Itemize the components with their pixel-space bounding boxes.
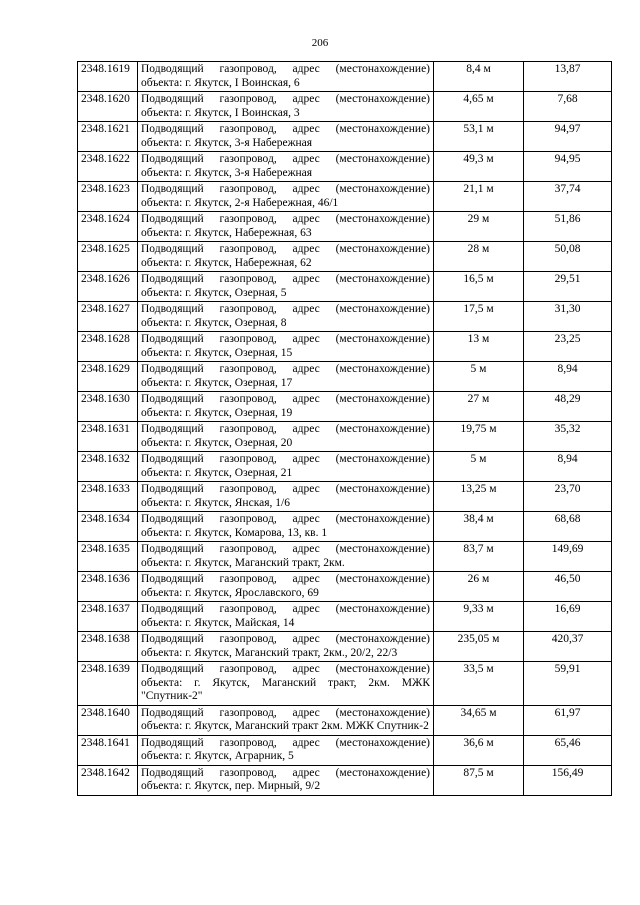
table-row [78,122,612,152]
length-cell: 19,75 м [434,422,524,452]
length-cell: 13,25 м [434,482,524,512]
row-number-cell: 2348.1630 [78,392,138,422]
table-row [78,62,612,92]
cost-cell: 16,69 [524,602,612,632]
table-row [78,392,612,422]
object-description-cell: Подводящий газопровод, адрес (местонахождение) объекта: г. Якутск, Маганский тракт, 2км. МЖК "Спутник-2" [138,662,434,706]
cost-cell: 61,97 [524,705,612,735]
cost-cell: 149,69 [524,542,612,572]
row-number-cell: 2348.1625 [78,242,138,272]
table-row [78,602,612,632]
cost-cell: 94,97 [524,122,612,152]
length-cell: 21,1 м [434,182,524,212]
table-row [78,182,612,212]
row-number-cell: 2348.1635 [78,542,138,572]
table-row [78,272,612,302]
row-number-cell: 2348.1624 [78,212,138,242]
length-cell: 8,4 м [434,62,524,92]
registry-table-body [78,62,612,796]
object-description-cell: Подводящий газопровод, адрес (местонахождение) объекта: г. Якутск, Озерная, 8 [138,302,434,332]
object-description-cell: Подводящий газопровод, адрес (местонахождение) объекта: г. Якутск, 3-я Набережная [138,152,434,182]
row-number-cell: 2348.1639 [78,662,138,706]
table-row [78,572,612,602]
object-description-cell: Подводящий газопровод, адрес (местонахождение) объекта: г. Якутск, Набережная, 62 [138,242,434,272]
object-description-cell: Подводящий газопровод, адрес (местонахождение) объекта: г. Якутск, Набережная, 63 [138,212,434,242]
row-number-cell: 2348.1626 [78,272,138,302]
row-number-cell: 2348.1636 [78,572,138,602]
cost-cell: 8,94 [524,452,612,482]
table-row [78,422,612,452]
cost-cell: 23,25 [524,332,612,362]
length-cell: 83,7 м [434,542,524,572]
row-number-cell: 2348.1641 [78,735,138,765]
object-description-cell: Подводящий газопровод, адрес (местонахождение) объекта: г. Якутск, Маганский тракт 2км. МЖК Спутник-2 [138,705,434,735]
object-description-cell: Подводящий газопровод, адрес (местонахождение) объекта: г. Якутск, Ярославского, 69 [138,572,434,602]
row-number-cell: 2348.1633 [78,482,138,512]
cost-cell: 51,86 [524,212,612,242]
object-description-cell: Подводящий газопровод, адрес (местонахождение) объекта: г. Якутск, Озерная, 17 [138,362,434,392]
length-cell: 235,05 м [434,632,524,662]
row-number-cell: 2348.1628 [78,332,138,362]
length-cell: 49,3 м [434,152,524,182]
cost-cell: 37,74 [524,182,612,212]
length-cell: 26 м [434,572,524,602]
table-row [78,452,612,482]
table-row [78,735,612,765]
cost-cell: 65,46 [524,735,612,765]
object-description-cell: Подводящий газопровод, адрес (местонахождение) объекта: г. Якутск, 2-я Набережная, 46/1 [138,182,434,212]
row-number-cell: 2348.1638 [78,632,138,662]
length-cell: 17,5 м [434,302,524,332]
object-description-cell: Подводящий газопровод, адрес (местонахождение) объекта: г. Якутск, Маганский тракт, 2км. [138,542,434,572]
length-cell: 87,5 м [434,765,524,795]
length-cell: 36,6 м [434,735,524,765]
table-row [78,705,612,735]
length-cell: 4,65 м [434,92,524,122]
object-description-cell: Подводящий газопровод, адрес (местонахождение) объекта: г. Якутск, Озерная, 15 [138,332,434,362]
cost-cell: 48,29 [524,392,612,422]
table-row [78,242,612,272]
cost-cell: 50,08 [524,242,612,272]
object-description-cell: Подводящий газопровод, адрес (местонахождение) объекта: г. Якутск, Озерная, 21 [138,452,434,482]
table-row [78,212,612,242]
object-description-cell: Подводящий газопровод, адрес (местонахождение) объекта: г. Якутск, Озерная, 19 [138,392,434,422]
row-number-cell: 2348.1621 [78,122,138,152]
table-row [78,302,612,332]
table-row [78,92,612,122]
row-number-cell: 2348.1642 [78,765,138,795]
cost-cell: 7,68 [524,92,612,122]
row-number-cell: 2348.1620 [78,92,138,122]
row-number-cell: 2348.1632 [78,452,138,482]
cost-cell: 68,68 [524,512,612,542]
table-row [78,512,612,542]
cost-cell: 13,87 [524,62,612,92]
cost-cell: 23,70 [524,482,612,512]
table-row [78,542,612,572]
length-cell: 27 м [434,392,524,422]
row-number-cell: 2348.1631 [78,422,138,452]
object-description-cell: Подводящий газопровод, адрес (местонахождение) объекта: г. Якутск, 3-я Набережная [138,122,434,152]
length-cell: 16,5 м [434,272,524,302]
cost-cell: 94,95 [524,152,612,182]
object-description-cell: Подводящий газопровод, адрес (местонахождение) объекта: г. Якутск, I Воинская, 3 [138,92,434,122]
object-description-cell: Подводящий газопровод, адрес (местонахождение) объекта: г. Якутск, Маганский тракт, 2км., 20/2, 22/3 [138,632,434,662]
row-number-cell: 2348.1629 [78,362,138,392]
cost-cell: 59,91 [524,662,612,706]
length-cell: 33,5 м [434,662,524,706]
object-description-cell: Подводящий газопровод, адрес (местонахождение) объекта: г. Якутск, Янская, 1/6 [138,482,434,512]
object-description-cell: Подводящий газопровод, адрес (местонахождение) объекта: г. Якутск, Майская, 14 [138,602,434,632]
length-cell: 28 м [434,242,524,272]
cost-cell: 46,50 [524,572,612,602]
table-row [78,362,612,392]
row-number-cell: 2348.1634 [78,512,138,542]
length-cell: 5 м [434,452,524,482]
row-number-cell: 2348.1622 [78,152,138,182]
cost-cell: 31,30 [524,302,612,332]
length-cell: 29 м [434,212,524,242]
length-cell: 9,33 м [434,602,524,632]
row-number-cell: 2348.1640 [78,705,138,735]
object-description-cell: Подводящий газопровод, адрес (местонахождение) объекта: г. Якутск, пер. Мирный, 9/2 [138,765,434,795]
registry-table [77,61,612,796]
object-description-cell: Подводящий газопровод, адрес (местонахождение) объекта: г. Якутск, I Воинская, 6 [138,62,434,92]
table-row [78,152,612,182]
table-row [78,332,612,362]
length-cell: 13 м [434,332,524,362]
cost-cell: 29,51 [524,272,612,302]
length-cell: 38,4 м [434,512,524,542]
cost-cell: 8,94 [524,362,612,392]
table-row [78,482,612,512]
table-row [78,765,612,795]
object-description-cell: Подводящий газопровод, адрес (местонахождение) объекта: г. Якутск, Озерная, 5 [138,272,434,302]
row-number-cell: 2348.1623 [78,182,138,212]
object-description-cell: Подводящий газопровод, адрес (местонахождение) объекта: г. Якутск, Аграрник, 5 [138,735,434,765]
table-row [78,632,612,662]
row-number-cell: 2348.1627 [78,302,138,332]
page-number: 206 [311,37,329,49]
table-row [78,662,612,706]
cost-cell: 35,32 [524,422,612,452]
cost-cell: 156,49 [524,765,612,795]
row-number-cell: 2348.1637 [78,602,138,632]
row-number-cell: 2348.1619 [78,62,138,92]
length-cell: 34,65 м [434,705,524,735]
object-description-cell: Подводящий газопровод, адрес (местонахождение) объекта: г. Якутск, Комарова, 13, кв. 1 [138,512,434,542]
object-description-cell: Подводящий газопровод, адрес (местонахождение) объекта: г. Якутск, Озерная, 20 [138,422,434,452]
length-cell: 5 м [434,362,524,392]
cost-cell: 420,37 [524,632,612,662]
length-cell: 53,1 м [434,122,524,152]
